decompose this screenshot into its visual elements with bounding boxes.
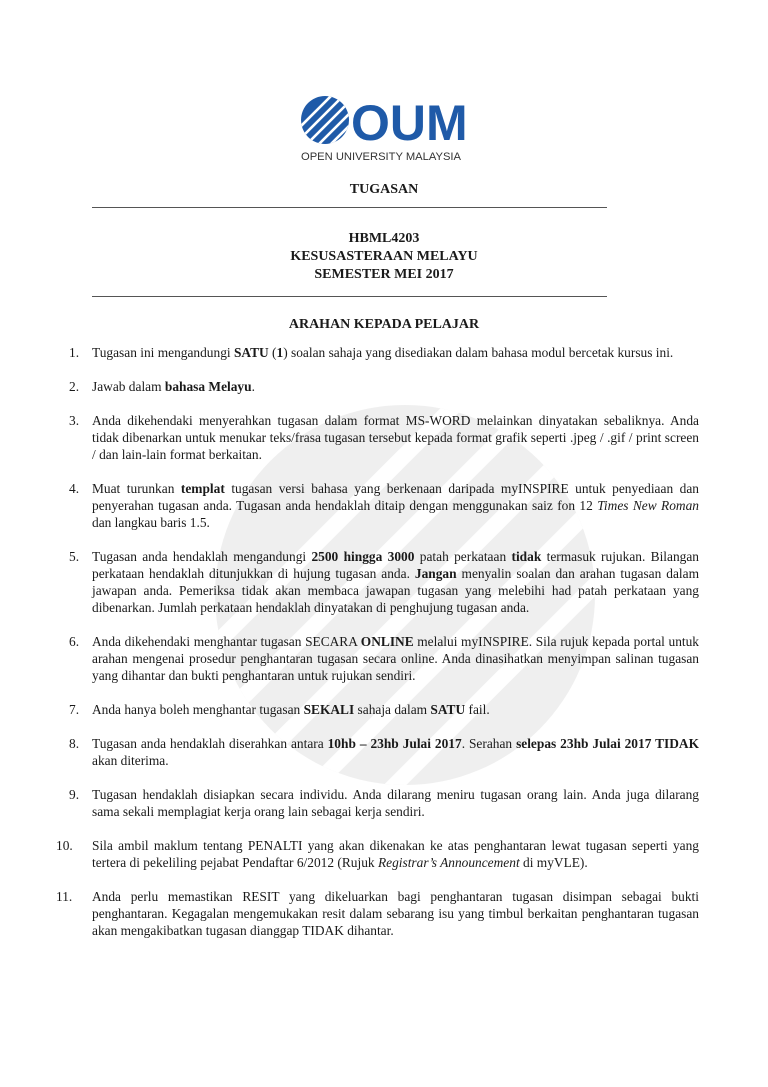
instruction-item <box>56 344 699 361</box>
instruction-text: Registrar’s Announcement <box>377 855 520 870</box>
instruction-text: ONLINE <box>360 634 414 649</box>
instruction-text: ( <box>268 345 277 360</box>
instruction-item <box>56 480 699 531</box>
logo <box>0 94 768 171</box>
instruction-text: dan langkau baris 1.5. <box>92 515 210 530</box>
instruction-list <box>56 344 699 956</box>
instruction-number: 4. <box>69 481 80 496</box>
instruction-number: 7. <box>69 702 80 717</box>
logo-text: OUM <box>351 95 468 151</box>
instruction-text: SATU <box>233 345 269 360</box>
instruction-text: 10hb – 23hb Julai 2017 <box>327 736 462 751</box>
course-code: HBML4203 <box>348 231 420 246</box>
instruction-text: patah perkataan <box>414 549 512 564</box>
instruction-text: Anda dikehendaki menyerahkan tugasan dalam format MS-WORD melainkan dinyatakan sebaliknya. Anda tidak dibenarkan untuk menukar teks/frasa tugasan tersebut kepada format grafik seperti .jpeg / .gif / print screen / dan lain-lain format berkaitan. <box>92 413 699 462</box>
course-name: KESUSASTERAAN MELAYU <box>290 249 478 264</box>
instruction-item <box>56 735 699 769</box>
instruction-text: tidak <box>511 549 542 564</box>
instruction-text: Sila ambil maklum tentang PENALTI yang akan dikenakan ke atas penghantaran lewat tugasan seperti yang tertera di pekeliling pejabat Pendaftar 6/2012 (Rujuk <box>92 838 699 870</box>
instruction-text: Tugasan ini mengandungi <box>92 345 234 360</box>
oum-logo-icon <box>299 94 469 166</box>
instruction-text: . <box>251 379 255 394</box>
instruction-item <box>56 701 699 718</box>
instruction-text: SATU <box>430 702 466 717</box>
instruction-text: melalui myINSPIRE. Sila rujuk kepada portal untuk arahan mengenai prosedur penghantaran tugasan secara online. Anda dinasihatkan menyimpan salinan tugasan yang dihantar dan bukti penghantaran untuk rujukan sendiri. <box>92 634 699 683</box>
logo-subtext: OPEN UNIVERSITY MALAYSIA <box>301 151 461 163</box>
instruction-number: 1. <box>69 345 80 360</box>
instruction-item <box>56 888 699 939</box>
divider <box>92 296 607 297</box>
section-title: ARAHAN KEPADA PELAJAR <box>288 317 480 332</box>
instruction-text: templat <box>180 481 225 496</box>
instruction-text: fail. <box>465 702 490 717</box>
instruction-text: sahaja dalam <box>354 702 431 717</box>
instruction-text: menyalin soalan dan arahan tugasan dalam jawapan anda. Pemeriksa tidak akan membaca jawapan tugasan yang melebihi had patah perkataan yang dibenarkan. Jumlah perkataan hendaklah dinyatakan di penghujung tugasan anda. <box>92 566 699 615</box>
instruction-text: selepas 23hb Julai 2017 TIDAK <box>516 736 699 751</box>
instruction-number: 11. <box>56 889 73 904</box>
divider <box>92 207 607 208</box>
instruction-text: 1 <box>276 345 284 360</box>
instruction-text: akan diterima. <box>92 753 169 768</box>
instruction-number: 8. <box>69 736 80 751</box>
instruction-text: bahasa Melayu <box>164 379 252 394</box>
instruction-text: SEKALI <box>303 702 355 717</box>
instruction-number: 2. <box>69 379 80 394</box>
instruction-number: 9. <box>69 787 80 802</box>
instruction-text: 2500 hingga 3000 <box>311 549 415 564</box>
instruction-text: Tugasan anda hendaklah diserahkan antara <box>92 736 328 751</box>
instruction-item <box>56 837 699 871</box>
instruction-text: Jawab dalam <box>92 379 165 394</box>
instruction-text: ) soalan sahaja yang disediakan dalam bahasa modul bercetak kursus ini. <box>283 345 674 360</box>
instruction-text: di myVLE). <box>519 855 588 870</box>
instruction-text: Tugasan hendaklah disiapkan secara individu. Anda dilarang meniru tugasan orang lain. Anda juga dilarang sama sekali memplagiat kerja orang lain sebagai kerja sendiri. <box>92 787 699 819</box>
instruction-text: Times New Roman <box>597 498 699 513</box>
instruction-text: Tugasan anda hendaklah mengandungi <box>92 549 312 564</box>
instruction-text: tugasan versi bahasa yang berkenaan daripada myINSPIRE untuk penyediaan dan penyerahan tugasan anda. Tugasan anda hendaklah ditaip dengan menggunakan saiz fon 12 <box>92 481 699 513</box>
document-title: TUGASAN <box>349 182 419 197</box>
instruction-text: Muat turunkan <box>92 481 181 496</box>
instruction-text: termasuk rujukan. Bilangan perkataan hendaklah ditunjukkan di hujung tugasan anda. <box>92 549 699 581</box>
instruction-text: Anda perlu memastikan RESIT yang dikeluarkan bagi penghantaran tugasan disimpan sebagai bukti penghantaran. Kegagalan mengemukakan resit dalam sebarang isu yang timbul berkaitan penghantaran tugasan akan mengakibatkan tugasan dianggap TIDAK dihantar. <box>92 889 699 938</box>
instruction-text: . Serahan <box>461 736 517 751</box>
instruction-text: Jangan <box>414 566 457 581</box>
instruction-item <box>56 378 699 395</box>
instruction-item <box>56 633 699 684</box>
instruction-text: Anda hanya boleh menghantar tugasan <box>92 702 304 717</box>
instruction-text: Anda dikehendaki menghantar tugasan SECARA <box>92 634 361 649</box>
instruction-number: 5. <box>69 549 80 564</box>
instruction-item <box>56 412 699 463</box>
semester: SEMESTER MEI 2017 <box>314 267 454 282</box>
instruction-item <box>56 548 699 616</box>
instruction-number: 10. <box>56 838 73 853</box>
instruction-number: 3. <box>69 413 80 428</box>
instruction-item <box>56 786 699 820</box>
instruction-number: 6. <box>69 634 80 649</box>
